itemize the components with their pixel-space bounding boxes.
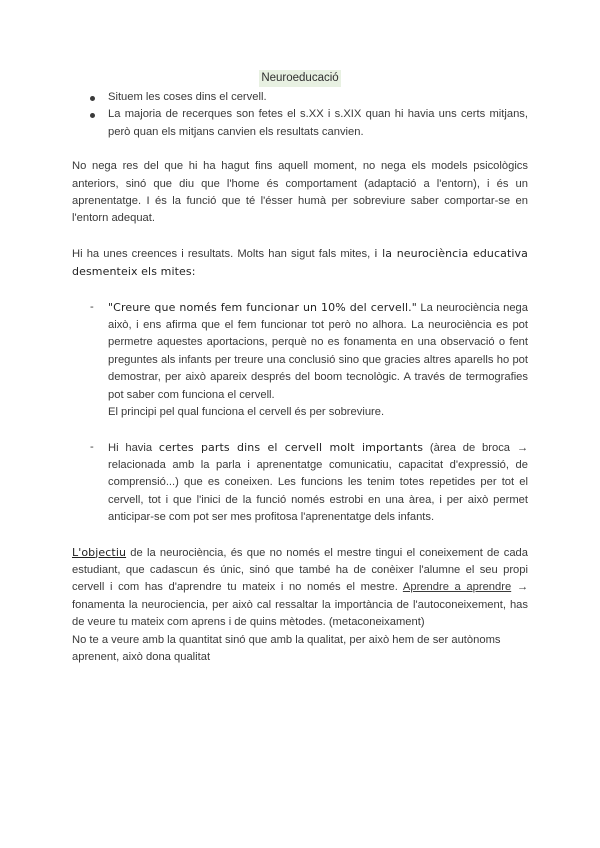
myth-text: La neurociència nega això, i ens afirma que el fem funcionar tot però no alhora. La neurociència es pot permetre aquestes aportacions, perquè no es fonamenta en una observació o fent preguntes als infants per treure una conclusió sino que gracies altres aparells ho pot demostrar, per això apareix després del boom tecnològic. A través de termografies pot saber com funciona el cervell. [108, 301, 528, 401]
intro-bullet-list [72, 89, 528, 141]
myth-highlight: certes parts dins el cervell molt importants [158, 440, 424, 454]
document-page [72, 70, 528, 666]
objective-label: L'objectiu [72, 545, 127, 559]
myth-pre: Hi havia [108, 441, 159, 454]
dash-marker: - [90, 440, 94, 453]
title-container [72, 70, 528, 88]
paragraph-quality: No te a veure amb la quantitat sinó que amb la qualitat, per això hem de ser autònoms aprenent, això dona qualitat [72, 633, 501, 663]
paragraph-myths-intro [72, 245, 528, 282]
objective-text-2: → fonamenta la neurociencia, per això cal ressaltar la importància de l'autoconeixement, has de veure tu mateix com aprens i de quins mètodes. (metaconeixament) [72, 581, 529, 629]
paragraph-behaviour: No nega res del que hi ha hagut fins aquell moment, no nega els models psicològics anteriors, sinó que diu que l'home és comportament (adaptació a l'entorn), i és un aprenentatge. I és la funció que té l'ésser humà per sobreviure saber comportar-se en l'entorn adequat. [72, 160, 528, 225]
myth-extra: El principi pel qual funciona el cervell és per sobreviure. [108, 406, 385, 419]
myths-list [72, 299, 528, 527]
myth-item [72, 299, 528, 422]
page-title: Neuroeducació [259, 70, 340, 87]
bullet-item: La majoria de recerques son fetes el s.XX i s.XIX quan hi havia uns certs mitjans, però quan els mitjans canvien els resultats canvien. [72, 106, 528, 141]
objective-text: de la neurociència, és que no només el mestre tingui el coneixement de cada estudiant, que cadascun és únic, sinó que també ha de conèixer l'alumne el seu propi cervell i com has d'aprendre tu mateix i no només el mestre. [72, 546, 528, 594]
myth-text: (àrea de broca → relacionada amb la parla i aprenentatge comunicatiu, capacitat d'expressió, de comprensió...) que es coneixen. Les funcions les tenim totes repetides per tot el cervell, tot i que l'inici de la funció només estrobi en una àrea, i per això permet anticipar-se com pot ser mes profitosa l'aprenentatge dels infants. [108, 441, 529, 524]
myth-highlight: "Creure que només fem funcionar un 10% del cervell." [108, 300, 417, 314]
myth-item [72, 439, 528, 527]
highlight-text: i la neurociència educativa desmenteix els mites: [72, 246, 528, 279]
learn-to-learn-link[interactable]: Aprendre a aprendre [402, 581, 512, 594]
bullet-item: Situem les coses dins el cervell. [72, 89, 528, 106]
paragraph-objective [72, 544, 528, 632]
dash-marker: - [90, 300, 94, 313]
paragraph-text: Hi ha unes creences i resultats. Molts han sigut fals mites, [72, 247, 375, 260]
